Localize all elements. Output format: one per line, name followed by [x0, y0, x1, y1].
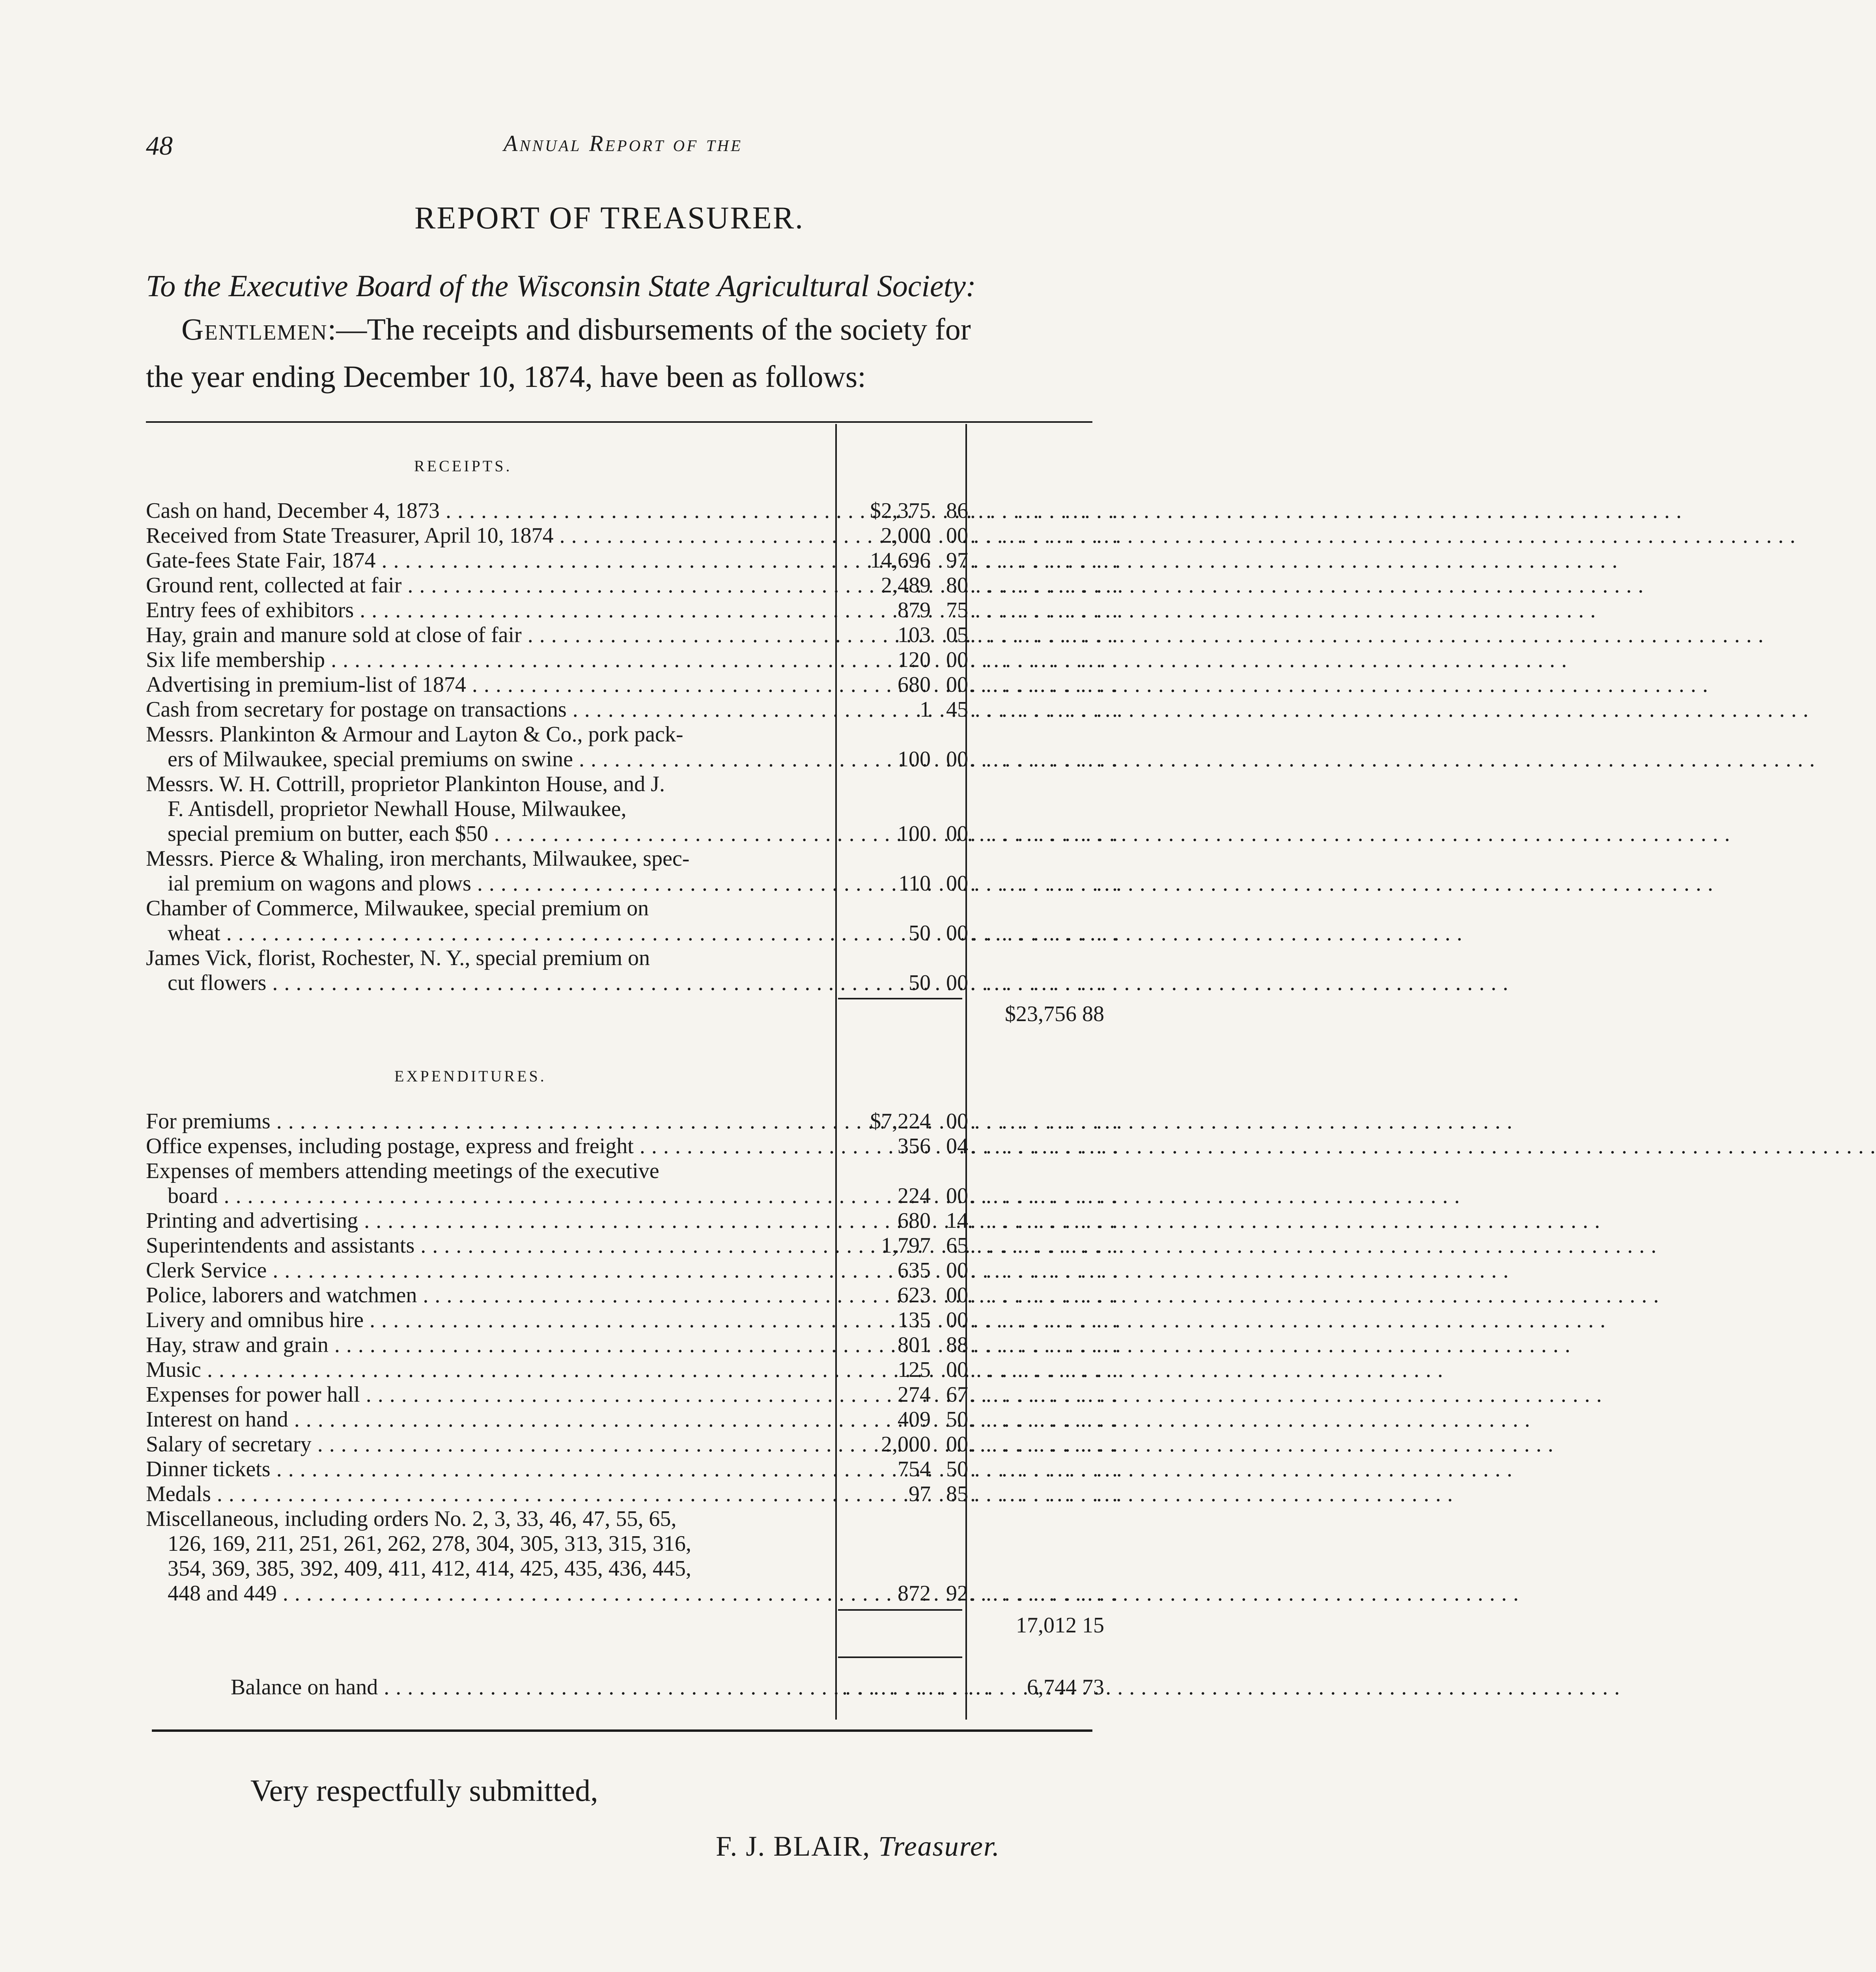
row-amount [838, 1382, 968, 1408]
amount-cents: 00 [946, 747, 968, 771]
amount-cents: 85 [946, 1482, 968, 1506]
intro-lead: Gentlemen [181, 312, 328, 346]
row-leader: . . . . . . . . . . [970, 1432, 1120, 1457]
amount-cents: 75 [946, 598, 968, 622]
row-description: Interest on hand . . . [146, 1406, 824, 1432]
row-description-continued: cut flowers . . . [168, 970, 824, 996]
row-leader: . . . . . . . . . . [970, 672, 1120, 697]
row-amount [838, 1456, 968, 1482]
row-leader: . . . . . . . . . . [970, 1457, 1120, 1481]
row-description: Ground rent, collected at fair . . . [146, 572, 824, 598]
row-amount [838, 498, 968, 524]
row-amount [838, 1282, 968, 1308]
row-amount [838, 821, 968, 847]
row-leader: . . . . . . . . . . [970, 747, 1120, 771]
page-number: 48 [146, 131, 173, 161]
row-description: For premiums . . . [146, 1108, 824, 1134]
row-amount [838, 1332, 968, 1358]
row-leader: . . . . . . . . . . [970, 1233, 1120, 1258]
expenditures-heading: EXPENDITURES. [394, 1067, 547, 1085]
amount-cents: 00 [946, 921, 968, 945]
row-leader: . . . . . . . . . . [970, 1358, 1120, 1382]
amount-dollars: 50 [909, 921, 931, 945]
amount-cents: 88 [946, 1333, 968, 1357]
row-description: Messrs. Plankinton & Armour and Layton & Co., pork pack- [146, 722, 683, 747]
table-top-rule [146, 421, 1092, 423]
row-amount [838, 597, 968, 623]
amount-dollars: 103 [898, 623, 931, 647]
balance-label: Balance on hand . . . [231, 1674, 824, 1700]
row-description: Office expenses, including postage, express and freight . . . [146, 1133, 824, 1159]
amount-cents: 00 [946, 1358, 968, 1382]
row-description: Superintendents and assistants . . . [146, 1232, 824, 1259]
amount-cents: 00 [946, 971, 968, 995]
row-leader: . . . . . . . . . . [970, 523, 1120, 548]
row-description: James Vick, florist, Rochester, N. Y., special premium on [146, 946, 650, 970]
intro-line-1-rest: :—The receipts and disbursements of the society for [327, 312, 971, 346]
amount-cents: 00 [946, 1258, 968, 1283]
table-bottom-rule [152, 1729, 1092, 1732]
amount-dollars: 110 [898, 871, 931, 896]
amount-cents: 00 [946, 1283, 968, 1307]
row-leader: . . . . . . . . . . [970, 598, 1120, 622]
signature-name: F. J. BLAIR, [716, 1830, 871, 1862]
row-amount [838, 1357, 968, 1383]
row-description: Dinner tickets . . . [146, 1456, 824, 1482]
amount-dollars: 754 [898, 1457, 931, 1481]
row-description: Livery and omnibus hire . . . [146, 1307, 824, 1333]
row-leader: . . . . . . . . . . [970, 697, 1120, 722]
row-description: Advertising in premium-list of 1874 . . . [146, 672, 824, 698]
balance-rule [838, 1656, 962, 1658]
row-leader: . . . . . . . . . . [970, 1382, 1120, 1407]
row-description-continued: wheat . . . [168, 920, 824, 946]
row-amount [838, 1307, 968, 1333]
row-leader: . . . . . . . . . . [970, 648, 1120, 672]
salutation: To the Executive Board of the Wisconsin State Agricultural Society: [146, 269, 976, 303]
row-leader: . . . . . . . . . . [970, 971, 1120, 995]
amount-dollars: 2,489 [881, 573, 931, 598]
amount-dollars: 274 [898, 1382, 931, 1407]
row-description: Gate-fees State Fair, 1874 . . . [146, 547, 824, 573]
amount-dollars: 2,000 [881, 523, 931, 548]
row-leader: . . . . . . . . . . [970, 1482, 1120, 1506]
signature [716, 1830, 1000, 1863]
amount-cents: 45 [946, 697, 968, 722]
row-description: Salary of secretary . . . [146, 1431, 824, 1457]
row-description: Printing and advertising . . . [146, 1208, 824, 1234]
balance-leader: . . . . . . . . . . [842, 1675, 992, 1699]
row-description: Expenses for power hall . . . [146, 1382, 824, 1408]
row-description-continued: 354, 369, 385, 392, 409, 411, 412, 414, 425, 435, 436, 445, [168, 1556, 691, 1581]
amount-cents: 00 [946, 1109, 968, 1134]
amount-cents: 00 [946, 1308, 968, 1332]
row-description-continued: 448 and 449 . . . [168, 1580, 824, 1606]
row-amount [838, 1257, 968, 1283]
row-leader: . . . . . . . . . . [970, 1333, 1120, 1357]
amount-cents: 67 [946, 1382, 968, 1407]
row-amount [838, 572, 968, 598]
row-amount [838, 970, 968, 996]
row-leader: . . . . . . . . . . [970, 921, 1120, 945]
row-amount [838, 920, 968, 946]
amount-cents: 92 [946, 1581, 968, 1606]
row-leader: . . . . . . . . . . [970, 1208, 1120, 1233]
row-description: Clerk Service . . . [146, 1257, 824, 1283]
row-leader: . . . . . . . . . . [970, 1283, 1120, 1307]
row-leader: . . . . . . . . . . [970, 822, 1120, 846]
row-amount [838, 523, 968, 549]
row-description: Medals . . . [146, 1481, 824, 1507]
amount-dollars: 409 [898, 1407, 931, 1432]
row-amount [838, 1133, 968, 1159]
row-leader: . . . . . . . . . . [970, 1308, 1120, 1332]
row-description: Six life membership . . . [146, 647, 824, 673]
closing-text: Very respectfully submitted, [250, 1773, 598, 1808]
row-amount [838, 1481, 968, 1507]
amount-dollars: 14,696 [870, 548, 931, 573]
row-description: Police, laborers and watchmen . . . [146, 1282, 824, 1308]
amount-cents: 14 [946, 1208, 968, 1233]
row-description-continued: special premium on butter, each $50 . . . [168, 821, 824, 847]
row-amount [838, 697, 968, 723]
amount-cents: 65 [946, 1233, 968, 1258]
row-amount [838, 870, 968, 896]
running-header [146, 130, 1100, 166]
row-leader: . . . . . . . . . . [970, 1258, 1120, 1283]
row-leader: . . . . . . . . . . [970, 1581, 1120, 1606]
row-description: Cash on hand, December 4, 1873 . . . [146, 498, 824, 524]
row-description: Messrs. W. H. Cottrill, proprietor Plankinton House, and J. [146, 772, 665, 796]
intro-line-1 [181, 312, 1136, 347]
row-amount [838, 746, 968, 772]
amount-cents: 00 [946, 822, 968, 846]
amount-cents: 00 [946, 1432, 968, 1457]
row-description-continued: ers of Milwaukee, special premiums on swine . . . [168, 746, 824, 772]
row-description: Expenses of members attending meetings of the executive [146, 1159, 659, 1183]
row-description: Chamber of Commerce, Milwaukee, special premium on [146, 896, 649, 921]
receipts-total: $23,756 88 [1005, 1002, 1104, 1026]
amount-dollars: 97 [909, 1482, 931, 1506]
amount-dollars: 2,000 [881, 1432, 931, 1457]
balance-value: 6,744 73 [1027, 1675, 1104, 1699]
amount-dollars: 50 [909, 971, 931, 995]
amount-dollars: 1,797 [881, 1233, 931, 1258]
intro-line-2: the year ending December 10, 1874, have been as follows: [146, 359, 866, 394]
report-title: REPORT OF TREASURER. [414, 201, 804, 235]
amount-dollars: 635 [898, 1258, 931, 1283]
row-leader: . . . . . . . . . . [970, 1134, 1120, 1158]
amount-cents: 00 [946, 672, 968, 697]
row-leader: . . . . . . . . . . [970, 623, 1120, 647]
row-description: Entry fees of exhibitors . . . [146, 597, 824, 623]
row-amount [838, 672, 968, 698]
amount-dollars: 801 [898, 1333, 931, 1357]
amount-dollars: 680 [898, 1208, 931, 1233]
running-title: Annual Report of the [503, 131, 743, 156]
row-leader: . . . . . . . . . . [970, 1407, 1120, 1432]
row-amount [838, 1232, 968, 1259]
amount-dollars: 1 [920, 697, 931, 722]
row-description: Cash from secretary for postage on transactions . . . [146, 697, 824, 723]
receipts-sum-rule [838, 998, 962, 999]
row-description: Music . . . [146, 1357, 824, 1383]
row-amount [838, 647, 968, 673]
amount-cents: 86 [946, 499, 968, 523]
row-leader: . . . . . . . . . . [970, 548, 1120, 573]
row-leader: . . . . . . . . . . [970, 499, 1120, 523]
row-leader: . . . . . . . . . . [970, 573, 1120, 598]
amount-dollars: 356 [898, 1134, 931, 1158]
amount-dollars: 680 [898, 672, 931, 697]
row-leader: . . . . . . . . . . [970, 871, 1120, 896]
amount-dollars: 872 [898, 1581, 931, 1606]
expenditures-total: 17,012 15 [1016, 1613, 1104, 1638]
amount-cents: 00 [946, 523, 968, 548]
amount-cents: 00 [946, 1184, 968, 1208]
row-description-continued: F. Antisdell, proprietor Newhall House, Milwaukee, [168, 797, 627, 821]
row-amount [838, 1208, 968, 1234]
row-leader: . . . . . . . . . . [970, 1109, 1120, 1134]
row-description: Hay, grain and manure sold at close of fair . . . [146, 622, 824, 648]
row-amount [838, 547, 968, 573]
row-amount [838, 1406, 968, 1432]
amount-dollars: 100 [898, 747, 931, 771]
row-description: Received from State Treasurer, April 10, 1874 . . . [146, 523, 824, 549]
amount-cents: 97 [946, 548, 968, 573]
row-amount [838, 1580, 968, 1606]
row-description: Messrs. Pierce & Whaling, iron merchants, Milwaukee, spec- [146, 846, 690, 871]
amount-dollars: 100 [898, 822, 931, 846]
receipts-heading: RECEIPTS. [414, 457, 512, 475]
amount-dollars: $7,224 [870, 1109, 931, 1134]
amount-cents: 00 [946, 871, 968, 896]
signature-role: Treasurer. [878, 1830, 1001, 1862]
row-description-continued: 126, 169, 211, 251, 261, 262, 278, 304, 305, 313, 315, 316, [168, 1531, 691, 1556]
amount-cents: 00 [946, 648, 968, 672]
row-description-continued: ial premium on wagons and plows . . . [168, 870, 824, 896]
amount-cents: 05 [946, 623, 968, 647]
amount-cents: 80 [946, 573, 968, 598]
amount-dollars: $2,375 [870, 499, 931, 523]
row-description: Miscellaneous, including orders No. 2, 3, 33, 46, 47, 55, 65, [146, 1507, 677, 1531]
expenditures-sum-rule [838, 1609, 962, 1611]
row-amount [838, 1431, 968, 1457]
amount-dollars: 224 [898, 1184, 931, 1208]
amount-dollars: 879 [898, 598, 931, 622]
row-leader: . . . . . . . . . . [970, 1184, 1120, 1208]
row-amount [838, 1108, 968, 1134]
amount-dollars: 135 [898, 1308, 931, 1332]
row-amount [838, 1183, 968, 1209]
amount-dollars: 125 [898, 1358, 931, 1382]
amount-dollars: 623 [898, 1283, 931, 1307]
amount-cents: 50 [946, 1407, 968, 1432]
row-description-continued: board . . . [168, 1183, 824, 1209]
amount-cents: 04 [946, 1134, 968, 1158]
amount-dollars: 120 [898, 648, 931, 672]
row-description: Hay, straw and grain . . . [146, 1332, 824, 1358]
amount-cents: 50 [946, 1457, 968, 1481]
row-amount [838, 622, 968, 648]
